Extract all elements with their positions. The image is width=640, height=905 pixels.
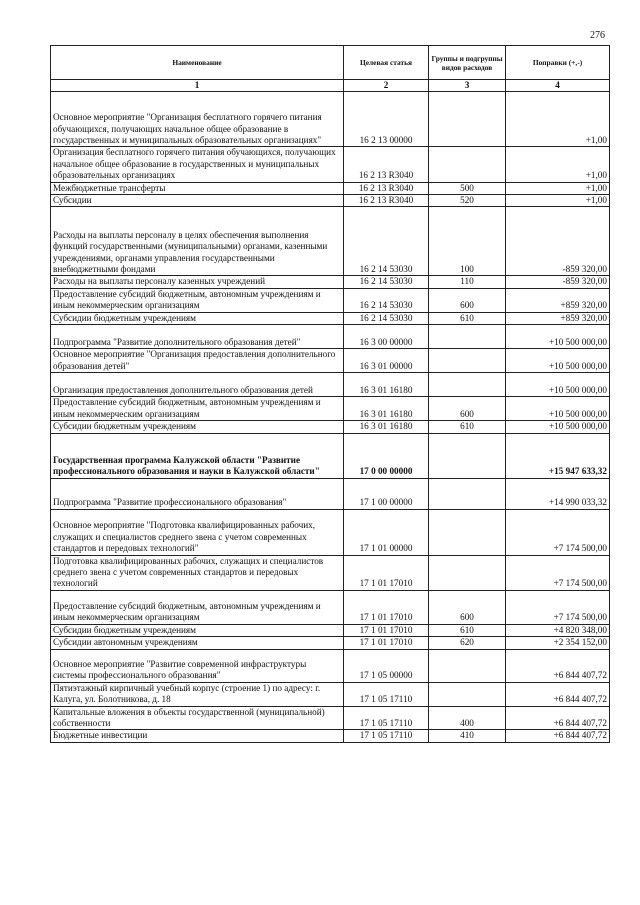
row-code: 17 1 05 17110 bbox=[344, 730, 429, 742]
row-code: 17 1 05 00000 bbox=[344, 649, 429, 682]
column-number-row bbox=[51, 80, 610, 92]
row-name: Основное мероприятие "Развитие современной инфраструктуры системы профессионального образования" bbox=[51, 649, 344, 682]
row-code: 16 3 01 16180 bbox=[344, 397, 429, 421]
row-name: Подпрограмма "Развитие профессионального образования" bbox=[51, 478, 344, 509]
page-number: 276 bbox=[590, 30, 605, 41]
row-code: 16 2 13 00000 bbox=[344, 92, 429, 147]
row-name: Межбюджетные трансферты bbox=[51, 182, 344, 194]
row-amount: +7 174 500,00 bbox=[506, 509, 610, 555]
row-code: 17 1 05 17110 bbox=[344, 706, 429, 730]
row-group: 600 bbox=[429, 397, 506, 421]
row-amount: -859 320,00 bbox=[506, 207, 610, 276]
row-code: 17 1 01 17010 bbox=[344, 555, 429, 590]
row-code: 17 1 05 17110 bbox=[344, 682, 429, 706]
row-code: 16 3 01 16180 bbox=[344, 373, 429, 397]
row-code: 16 3 01 00000 bbox=[344, 349, 429, 373]
table-row bbox=[51, 421, 610, 433]
table-row bbox=[51, 288, 610, 312]
row-group: 600 bbox=[429, 590, 506, 624]
row-code: 17 1 00 00000 bbox=[344, 478, 429, 509]
row-name: Субсидии бюджетным учреждениям bbox=[51, 421, 344, 433]
table-row bbox=[51, 182, 610, 194]
row-group bbox=[429, 325, 506, 349]
table-row bbox=[51, 555, 610, 590]
row-code: 16 2 13 R3040 bbox=[344, 182, 429, 194]
table-row bbox=[51, 624, 610, 636]
table-row bbox=[51, 147, 610, 182]
row-group bbox=[429, 433, 506, 478]
row-amount: +2 354 152,00 bbox=[506, 637, 610, 649]
row-amount: +1,00 bbox=[506, 92, 610, 147]
row-group: 100 bbox=[429, 207, 506, 276]
row-group bbox=[429, 649, 506, 682]
table-row bbox=[51, 373, 610, 397]
row-amount: +1,00 bbox=[506, 195, 610, 207]
table-row bbox=[51, 590, 610, 624]
header-amount: Поправки (+,-) bbox=[506, 46, 610, 80]
row-code: 17 1 01 17010 bbox=[344, 624, 429, 636]
table-row bbox=[51, 682, 610, 706]
row-code: 16 2 14 53030 bbox=[344, 207, 429, 276]
row-name: Субсидии бюджетным учреждениям bbox=[51, 624, 344, 636]
table-row bbox=[51, 730, 610, 742]
row-name: Организация предоставления дополнительного образования детей bbox=[51, 373, 344, 397]
row-amount: +10 500 000,00 bbox=[506, 373, 610, 397]
row-group: 520 bbox=[429, 195, 506, 207]
row-code: 16 2 14 53030 bbox=[344, 288, 429, 312]
table-row bbox=[51, 92, 610, 147]
row-amount: +10 500 000,00 bbox=[506, 349, 610, 373]
row-amount: +10 500 000,00 bbox=[506, 325, 610, 349]
column-number: 3 bbox=[429, 80, 506, 92]
row-code: 16 2 13 R3040 bbox=[344, 147, 429, 182]
table-row bbox=[51, 509, 610, 555]
row-name: Государственная программа Калужской области "Развитие профессионального образования и науки в Калужской области" bbox=[51, 433, 344, 478]
row-group bbox=[429, 349, 506, 373]
row-amount: +10 500 000,00 bbox=[506, 397, 610, 421]
row-group: 410 bbox=[429, 730, 506, 742]
table-row bbox=[51, 325, 610, 349]
row-name: Подготовка квалифицированных рабочих, служащих и специалистов среднего звена с учетом современных стандартов и передовых технологий bbox=[51, 555, 344, 590]
table-row bbox=[51, 433, 610, 478]
row-amount: +15 947 633,32 bbox=[506, 433, 610, 478]
row-name: Предоставление субсидий бюджетным, автономным учреждениям и иным некоммерческим организациям bbox=[51, 590, 344, 624]
row-code: 16 2 14 53030 bbox=[344, 276, 429, 288]
row-name: Бюджетные инвестиции bbox=[51, 730, 344, 742]
column-number: 2 bbox=[344, 80, 429, 92]
row-code: 16 2 13 R3040 bbox=[344, 195, 429, 207]
column-number: 4 bbox=[506, 80, 610, 92]
table-row bbox=[51, 637, 610, 649]
row-amount: +10 500 000,00 bbox=[506, 421, 610, 433]
row-code: 16 3 01 16180 bbox=[344, 421, 429, 433]
row-group bbox=[429, 92, 506, 147]
table-row bbox=[51, 397, 610, 421]
row-amount: +6 844 407,72 bbox=[506, 649, 610, 682]
row-name: Предоставление субсидий бюджетным, автономным учреждениям и иным некоммерческим организациям bbox=[51, 397, 344, 421]
row-name: Субсидии автономным учреждениям bbox=[51, 637, 344, 649]
table-row bbox=[51, 349, 610, 373]
table-row bbox=[51, 706, 610, 730]
table-row bbox=[51, 195, 610, 207]
table-body bbox=[51, 92, 610, 742]
row-code: 17 1 01 00000 bbox=[344, 509, 429, 555]
row-group: 620 bbox=[429, 637, 506, 649]
row-group bbox=[429, 478, 506, 509]
row-amount: +6 844 407,72 bbox=[506, 730, 610, 742]
row-group bbox=[429, 509, 506, 555]
row-amount: +859 320,00 bbox=[506, 288, 610, 312]
budget-amendments-table bbox=[50, 45, 610, 743]
row-group bbox=[429, 682, 506, 706]
table-header-row bbox=[51, 46, 610, 80]
row-amount: +1,00 bbox=[506, 182, 610, 194]
row-name: Субсидии бюджетным учреждениям bbox=[51, 312, 344, 324]
row-amount: +14 990 033,32 bbox=[506, 478, 610, 509]
row-name: Предоставление субсидий бюджетным, автономным учреждениям и иным некоммерческим организациям bbox=[51, 288, 344, 312]
row-amount: +859 320,00 bbox=[506, 312, 610, 324]
column-number: 1 bbox=[51, 80, 344, 92]
row-amount: +4 820 348,00 bbox=[506, 624, 610, 636]
row-amount: +1,00 bbox=[506, 147, 610, 182]
header-code: Целевая статья bbox=[344, 46, 429, 80]
row-amount: +6 844 407,72 bbox=[506, 706, 610, 730]
row-amount: +6 844 407,72 bbox=[506, 682, 610, 706]
row-group: 610 bbox=[429, 421, 506, 433]
header-name: Наименование bbox=[51, 46, 344, 80]
row-name: Основное мероприятие "Организация предоставления дополнительного образования детей" bbox=[51, 349, 344, 373]
row-code: 17 1 01 17010 bbox=[344, 637, 429, 649]
table-row bbox=[51, 649, 610, 682]
row-group: 400 bbox=[429, 706, 506, 730]
table-row bbox=[51, 207, 610, 276]
row-name: Основное мероприятие "Организация бесплатного горячего питания обучающихся, получающих начальное общее образование в государственных и муниципальных образовательных организациях" bbox=[51, 92, 344, 147]
row-name: Подпрограмма "Развитие дополнительного образования детей" bbox=[51, 325, 344, 349]
row-group bbox=[429, 373, 506, 397]
row-name: Субсидии bbox=[51, 195, 344, 207]
row-group: 110 bbox=[429, 276, 506, 288]
row-code: 17 1 01 17010 bbox=[344, 590, 429, 624]
row-code: 16 3 00 00000 bbox=[344, 325, 429, 349]
row-amount: +7 174 500,00 bbox=[506, 555, 610, 590]
table-row bbox=[51, 276, 610, 288]
row-group: 610 bbox=[429, 624, 506, 636]
row-group: 500 bbox=[429, 182, 506, 194]
row-name: Капитальные вложения в объекты государственной (муниципальной) собственности bbox=[51, 706, 344, 730]
row-name: Пятиэтажный кирпичный учебный корпус (строение 1) по адресу: г. Калуга, ул. Болотникова, д. 18 bbox=[51, 682, 344, 706]
row-group: 600 bbox=[429, 288, 506, 312]
row-group: 610 bbox=[429, 312, 506, 324]
row-amount: -859 320,00 bbox=[506, 276, 610, 288]
row-name: Основное мероприятие "Подготовка квалифицированных рабочих, служащих и специалистов среднего звена с учетом современных стандартов и передовых технологий" bbox=[51, 509, 344, 555]
row-amount: +7 174 500,00 bbox=[506, 590, 610, 624]
header-group: Группы и подгруппы видов расходов bbox=[429, 46, 506, 80]
table-row bbox=[51, 312, 610, 324]
row-group bbox=[429, 147, 506, 182]
row-name: Расходы на выплаты персоналу в целях обеспечения выполнения функций государственными (муниципальными) органами, казенными учреждениями, органами управления государственными внебюджетными фондами bbox=[51, 207, 344, 276]
row-group bbox=[429, 555, 506, 590]
row-code: 17 0 00 00000 bbox=[344, 433, 429, 478]
row-code: 16 2 14 53030 bbox=[344, 312, 429, 324]
row-name: Организация бесплатного горячего питания обучающихся, получающих начальное общее образование в государственных и муниципальных образовательных организациях bbox=[51, 147, 344, 182]
table-row bbox=[51, 478, 610, 509]
row-name: Расходы на выплаты персоналу казенных учреждений bbox=[51, 276, 344, 288]
